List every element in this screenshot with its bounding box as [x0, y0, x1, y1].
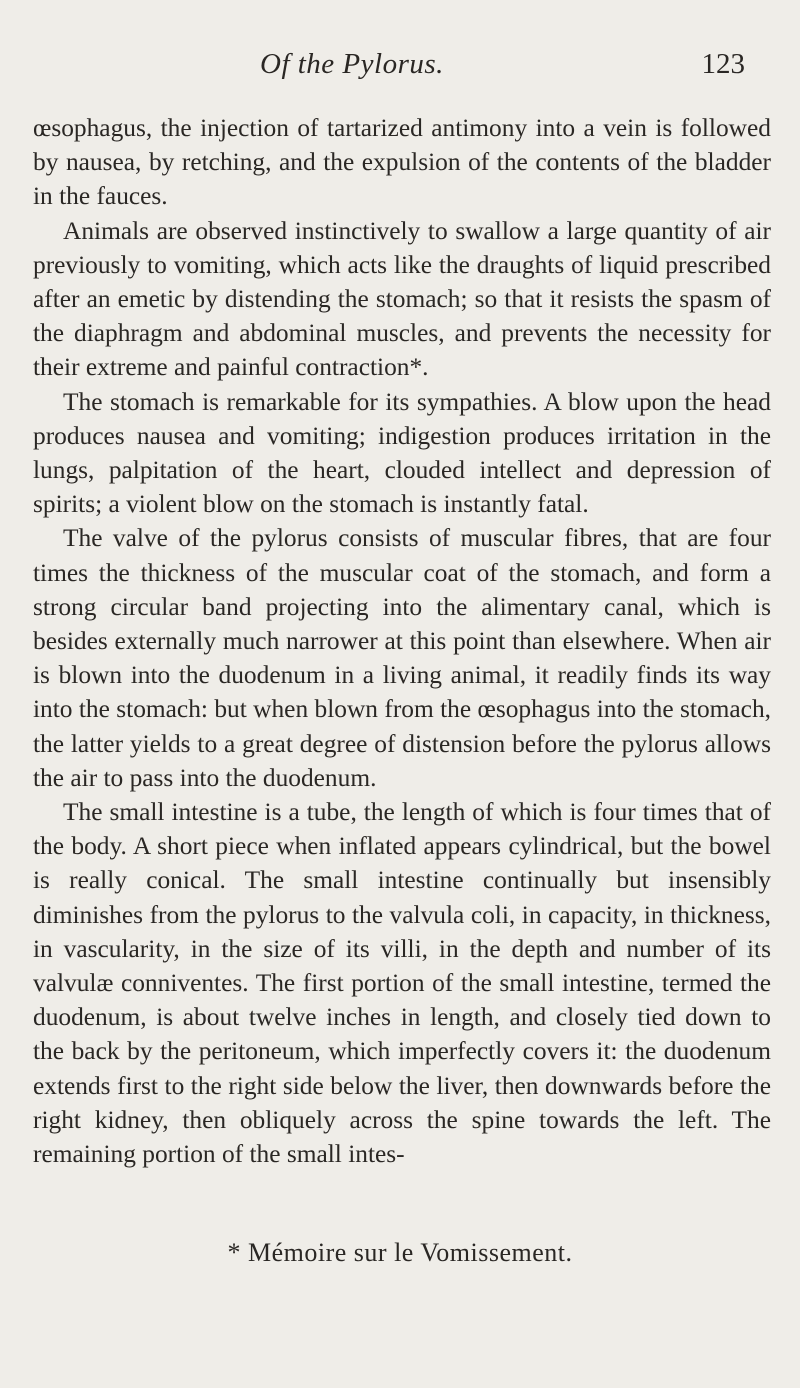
running-title: Of the Pylorus. [260, 48, 444, 80]
paragraph: The small intestine is a tube, the length of which is four times that of the body. A short piece when inflated appears cylindrical, but the bowel is really conical. The small intestine continually but insensibly diminishes from the pylorus to the valvula coli, in capacity, in thickness, in vascularity, in the size of its villi, in the depth and number of its valvulæ conniventes. The first portion of the small intestine, termed the duodenum, is about twelve inches in length, and closely tied down to the back by the peritoneum, which imperfectly covers it: the duodenum extends first to the right side below the liver, then downwards before the right kidney, then obliquely across the spine towards the left. The remaining portion of the small intes- [33, 798, 771, 1169]
paragraph-continued: œsophagus, the injection of tartarized antimony into a vein is followed by nausea, by retching, and the expulsion of the contents of the bladder in the fauces. [33, 114, 771, 211]
paragraph: The stomach is remarkable for its sympathies. A blow upon the head produces nausea and vomiting; indigestion produces irritation in the lungs, palpitation of the heart, clouded intellect and depression of spirits; a violent blow on the stomach is instantly fatal. [33, 387, 771, 519]
paragraph: Animals are observed instinctively to swallow a large quantity of air previously to vomiting, which acts like the draughts of liquid prescribed after an emetic by distending the stomach; so that it resists the spasm of the diaphragm and abdominal muscles, and prevents the necessity for their extreme and painful contraction*. [33, 216, 771, 382]
page-header [0, 48, 800, 88]
paragraph: The valve of the pylorus consists of muscular fibres, that are four times the thickness of the muscular coat of the stomach, and form a strong circular band projecting into the alimentary canal, which is besides externally much narrower at this point than elsewhere. When air is blown into the duodenum in a living animal, it readily finds its way into the stomach: but when blown from the œsophagus into the stomach, the latter yields to a great degree of distension before the pylorus allows the air to pass into the duodenum. [33, 524, 771, 792]
footnote: * Mémoire sur le Vomissement. [227, 1238, 573, 1267]
page-number: 123 [701, 48, 745, 80]
body-text [33, 111, 771, 1171]
